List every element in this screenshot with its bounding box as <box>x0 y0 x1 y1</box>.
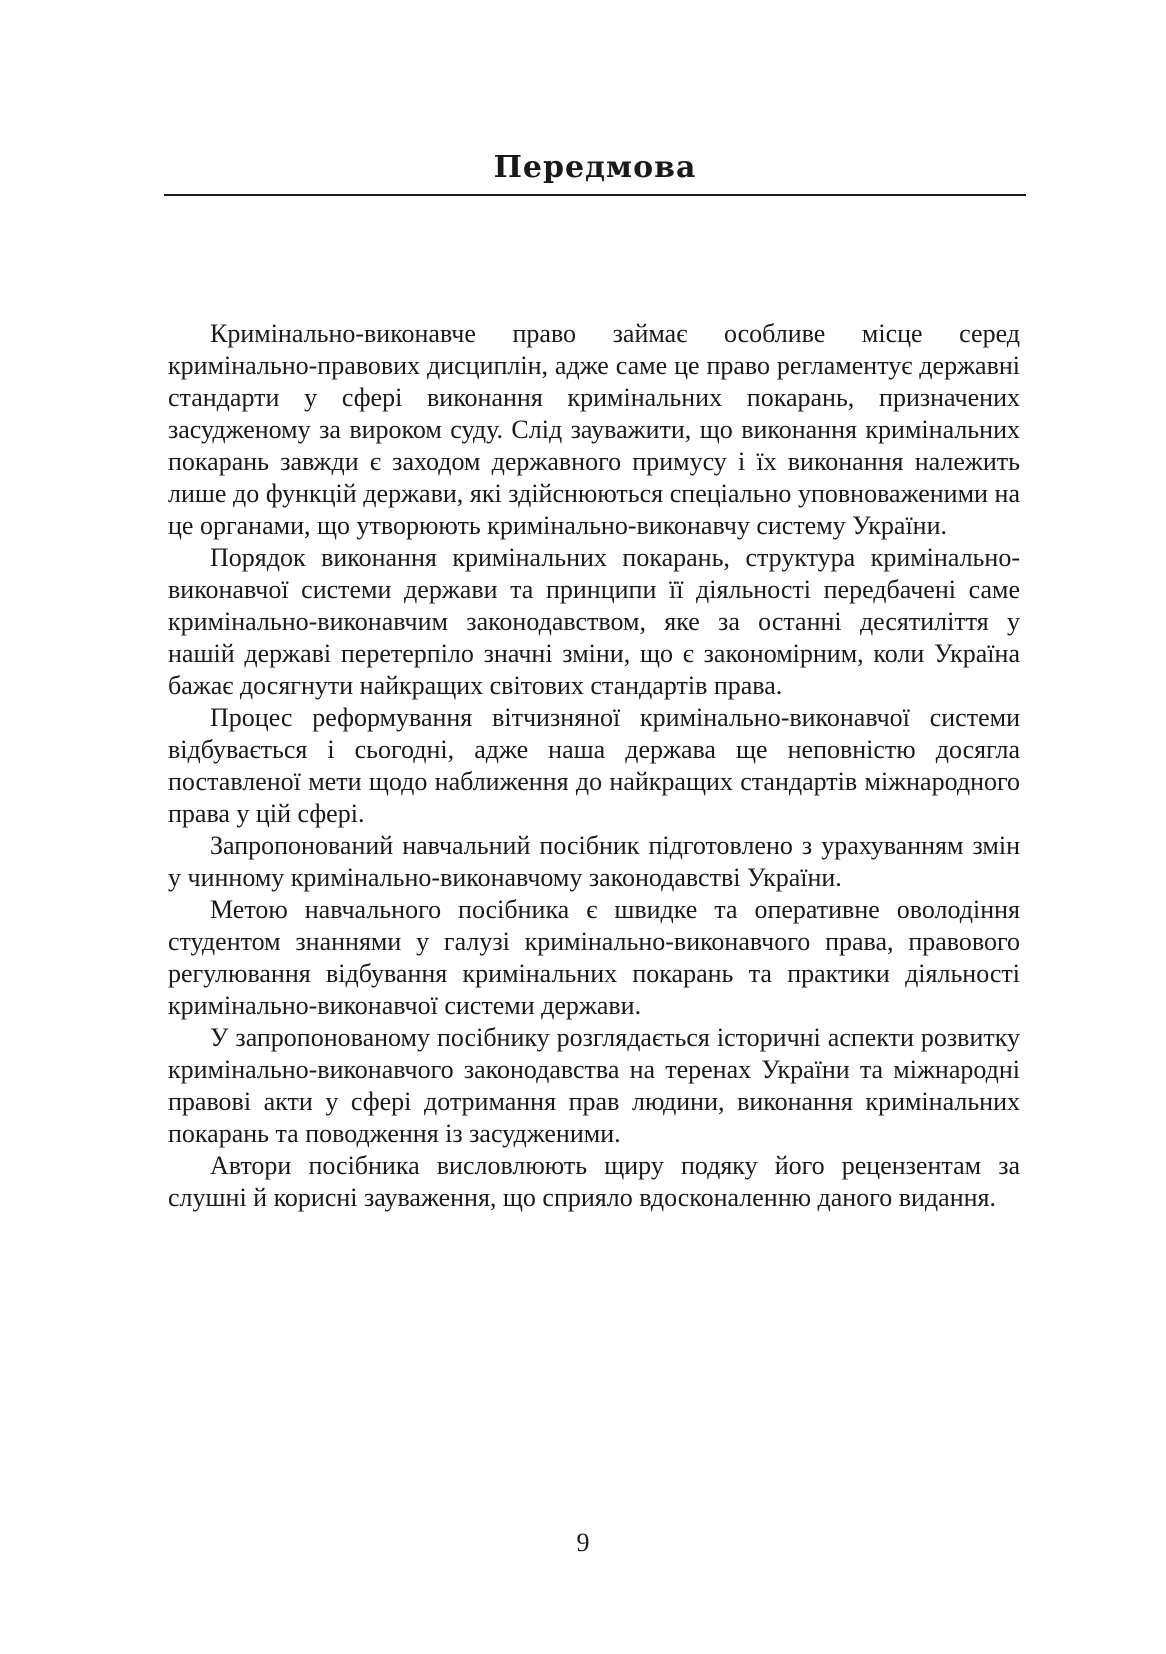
paragraph: Порядок виконання кримінальних покарань, структура кримінально-виконавчої системи держави та принципи її діяльності передбачені саме кримінально-виконавчим законодавством, яке за останні десятиліття у нашій державі перетерпіло значні зміни, що є закономірним, коли Україна бажає досягнути найкращих світових стандартів права. <box>168 543 1020 700</box>
paragraph: Автори посібника висловлюють щиру подяку його рецензентам за слушні й корисні зауваження, що сприяло вдосконаленню даного видання. <box>168 1151 1020 1212</box>
page-number: 9 <box>576 1528 590 1557</box>
paragraph: Кримінально-виконавче право займає особливе місце серед кримінально-правових дисциплін, адже саме це право регламентує державні стандарти у сфері виконання кримінальних покарань, призначених засудженому за вироком суду. Слід зауважити, що виконання кримінальних покарань завжди є заходом державного примусу і їх виконання належить лише до функцій держави, які здійснюються спеціально уповноваженими на це органами, що утворюють кримінально-виконавчу систему України. <box>168 319 1020 540</box>
title-underline <box>164 194 1026 196</box>
paragraph: Метою навчального посібника є швидке та оперативне оволодіння студентом знаннями у галузі кримінально-виконавчого права, правового регулювання відбування кримінальних покарань та практики діяльності кримінально-виконавчої системи держави. <box>168 895 1020 1020</box>
paragraph: Запропонований навчальний посібник підготовлено з урахуванням змін у чинному кримінально-виконавчому законодавстві України. <box>168 831 1020 892</box>
body-text <box>168 318 1020 1214</box>
heading-block <box>164 150 1026 196</box>
page-title: Передмова <box>493 150 697 185</box>
paragraph: Процес реформування вітчизняної кримінально-виконавчої системи відбувається і сьогодні, адже наша держава ще неповністю досягла поставленої мети щодо наближення до найкращих стандартів міжнародного права у цій сфері. <box>168 703 1020 828</box>
paragraph: У запропонованому посібнику розглядається історичні аспекти розвитку кримінально-виконавчого законодавства на теренах України та міжнародні правові акти у сфері дотримання прав людини, виконання кримінальних покарань та поводження із засудженими. <box>168 1023 1020 1148</box>
